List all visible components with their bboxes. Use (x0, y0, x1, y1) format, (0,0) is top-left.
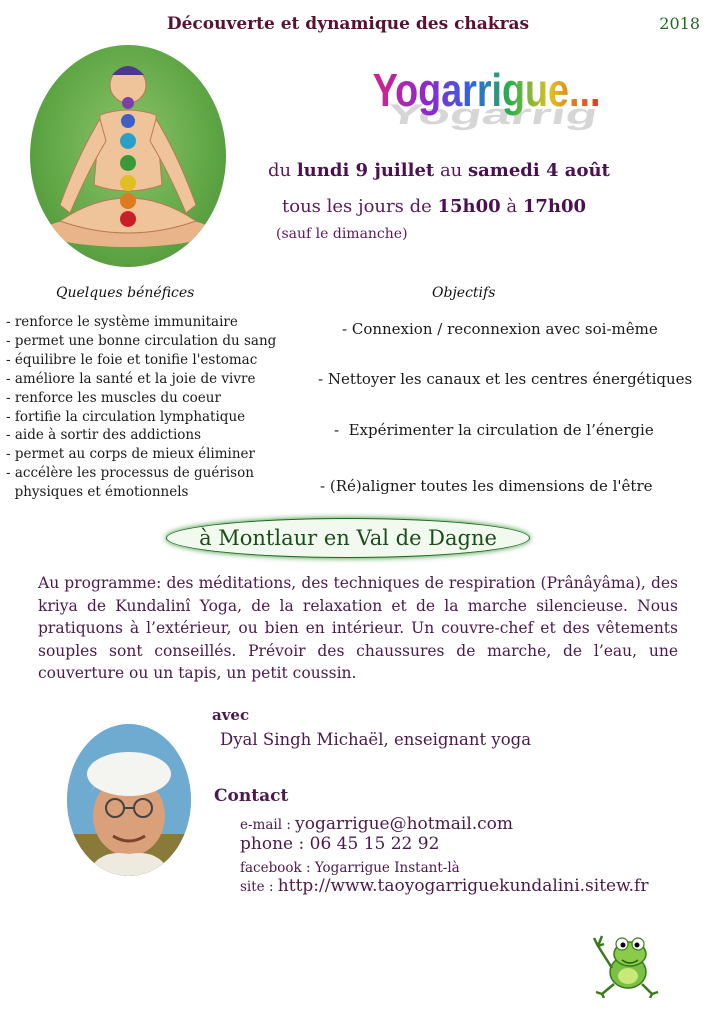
facebook-page[interactable]: Yogarrigue Instant-là (314, 860, 460, 876)
start-date: lundi 9 juillet (296, 160, 435, 181)
phone-label: phone : (240, 834, 310, 854)
list-item: - accélère les processus de guérison (6, 465, 254, 482)
objective-item: - Expérimenter la circulation de l’énergie (334, 421, 654, 439)
website-link[interactable]: http://www.taoyogarriguekundalini.sitew.fr (277, 876, 649, 896)
hours-a: à (500, 196, 523, 217)
location-text: à Montlaur en Val de Dagne (199, 526, 497, 550)
benefits-list (6, 313, 326, 502)
email-link[interactable]: yogarrigue@hotmail.com (295, 814, 514, 834)
time-range (282, 196, 586, 217)
list-item: - fortifie la circulation lymphatique (6, 408, 246, 425)
end-date: samedi 4 août (468, 160, 610, 181)
teacher-name: Dyal Singh Michaël, enseignant yoga (220, 730, 532, 749)
location-badge (166, 518, 530, 558)
end-time: 17h00 (522, 196, 587, 217)
yogarrigue-logo (340, 50, 600, 135)
list-item: - renforce le système immunitaire (6, 314, 238, 330)
contact-site-row (240, 876, 648, 896)
objectives-heading: Objectifs (432, 285, 496, 301)
facebook-label: facebook : (240, 860, 315, 876)
contact-email-row (240, 814, 513, 834)
dates-au: au (434, 160, 468, 181)
svg-text:Yogarrigue...: Yogarrigue... (384, 98, 600, 131)
teacher-label: avec (212, 706, 250, 724)
program-description: Au programme: des méditations, des techniques de respiration (Prânâyâma), des kriya de Kundalinî Yoga, de la relaxation et de la marche silencieuse. Nous pratiquons à l’extérieur, ou bien en intérieur. Un couvre-chef et des vêtements souples sont conseillés. Prévoir des chaussures de marche, de l’eau, une couverture ou un tapis, un petit coussin. (38, 574, 678, 682)
list-item: - renforce les muscles du coeur (6, 389, 221, 406)
start-time: 15h00 (437, 196, 501, 217)
page-title: Découverte et dynamique des chakras (166, 14, 530, 34)
date-range (268, 160, 610, 181)
svg-text:Yogarrigue...: Yogarrigue... (372, 64, 600, 116)
list-item: - permet une bonne circulation du sang (6, 332, 277, 349)
meditating-figure-icon (30, 45, 226, 267)
email-label: e-mail : (240, 817, 296, 833)
objective-item: - Connexion / reconnexion avec soi-même (342, 320, 658, 338)
list-item: - aide à sortir des addictions (6, 427, 202, 444)
list-item: - améliore la santé et la joie de vivre (6, 370, 256, 387)
list-item: physiques et émotionnels (6, 484, 189, 501)
list-item: - équilibre le foie et tonifie l'estomac (6, 351, 258, 368)
objective-item: - (Ré)aligner toutes les dimensions de l'être (320, 477, 653, 495)
contact-phone-row (240, 834, 439, 854)
contact-facebook-row (240, 857, 460, 876)
benefits-heading: Quelques bénéfices (56, 285, 195, 301)
hours-prefix: tous les jours de (282, 196, 438, 217)
phone-number[interactable]: 06 45 15 22 92 (309, 834, 440, 854)
schedule-exception: (sauf le dimanche) (276, 226, 408, 242)
yogarrigue-logo-icon (340, 50, 600, 135)
list-item: - permet au corps de mieux éliminer (6, 446, 255, 463)
frog-mascot (592, 928, 660, 998)
frog-icon (592, 928, 660, 998)
year-label: 2018 (659, 14, 700, 33)
chakra-illustration (30, 45, 226, 267)
contact-heading: Contact (214, 786, 289, 806)
dates-du: du (268, 160, 297, 181)
objective-item: - Nettoyer les canaux et les centres énergétiques (318, 370, 693, 388)
teacher-photo-icon (67, 724, 191, 876)
teacher-portrait (67, 724, 191, 876)
site-label: site : (240, 879, 278, 895)
